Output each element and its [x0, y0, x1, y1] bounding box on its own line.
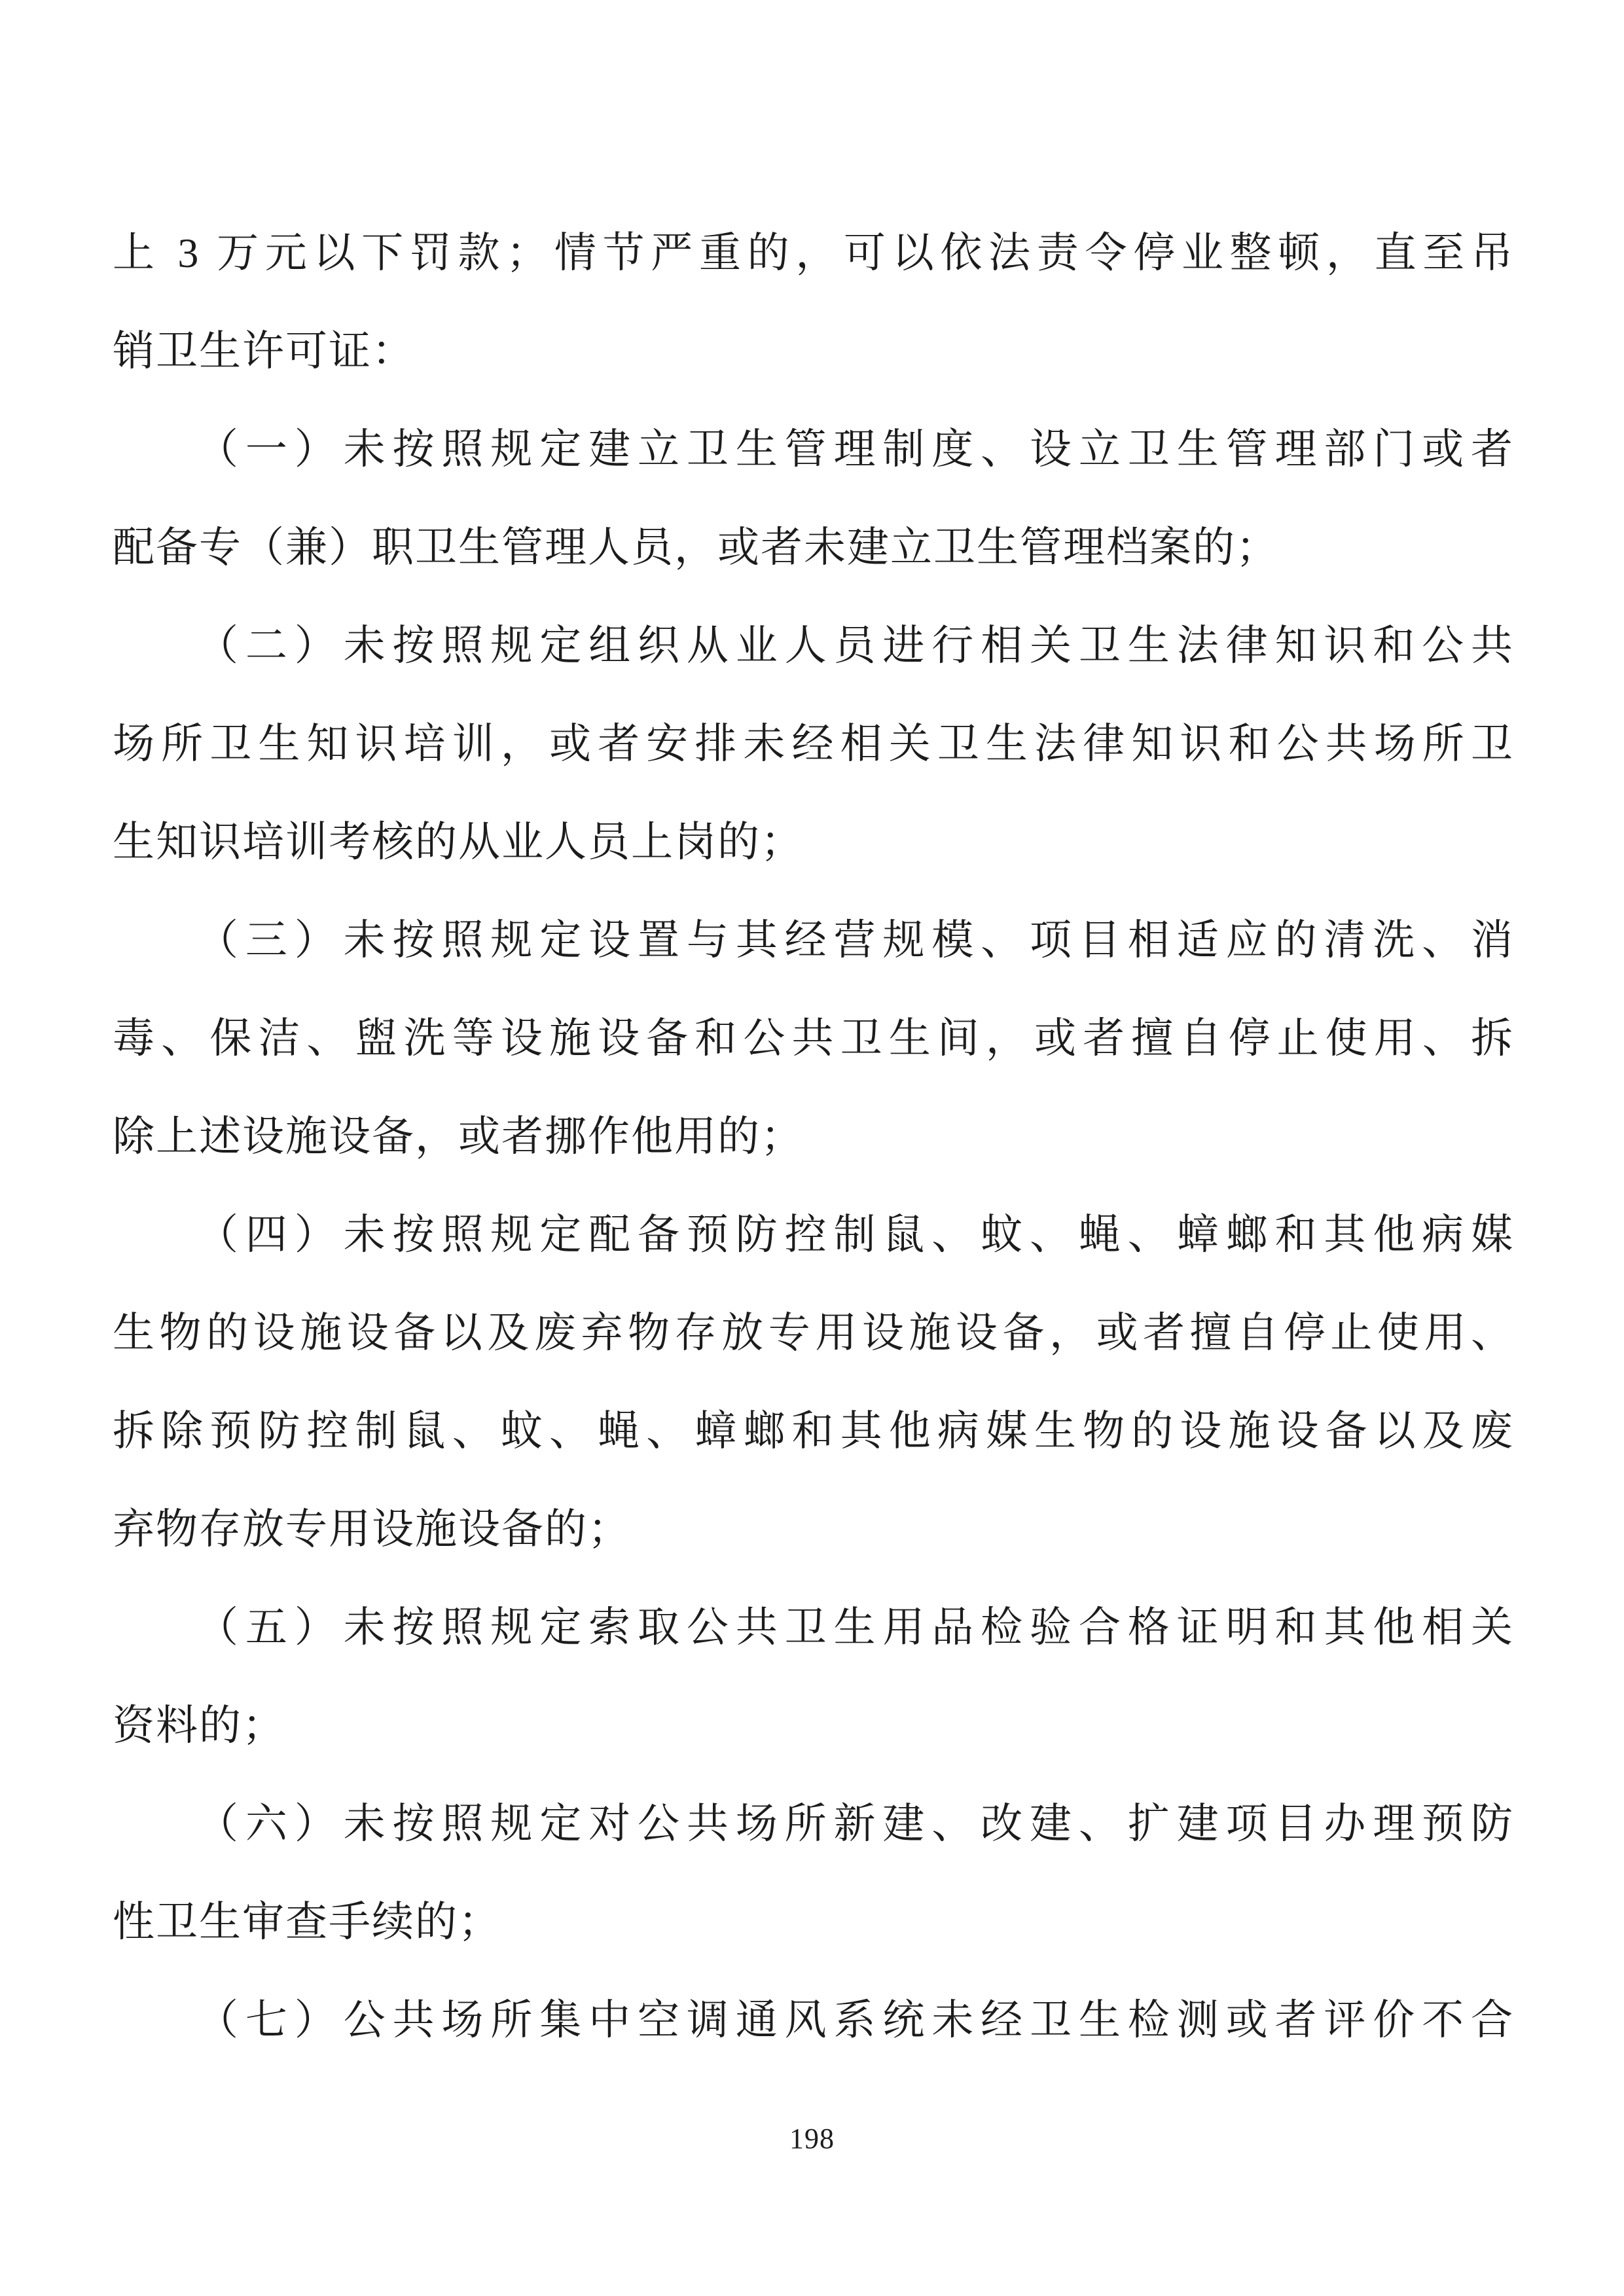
- text-line: 弃物存放专用设施设备的；: [113, 1506, 631, 1552]
- text-line: 性卫生审查手续的；: [113, 1899, 501, 1945]
- page-number: 198: [789, 2123, 835, 2155]
- text-line: 拆除预防控制鼠、蚊、蝇、蟑螂和其他病媒生物的设施设备以及废: [113, 1408, 1514, 1454]
- text-line: 场所卫生知识培训，或者安排未经相关卫生法律知识和公共场所卫: [113, 721, 1514, 767]
- text-line: 上 3 万元以下罚款；情节严重的，可以依法责令停业整顿，直至吊: [113, 230, 1514, 276]
- text-line: （三）未按照规定设置与其经营规模、项目相适应的清洗、消: [196, 917, 1514, 963]
- text-line: （一）未按照规定建立卫生管理制度、设立卫生管理部门或者: [196, 426, 1514, 473]
- text-line: 配备专（兼）职卫生管理人员，或者未建立卫生管理档案的；: [113, 524, 1279, 571]
- text-line: （六）未按照规定对公共场所新建、改建、扩建项目办理预防: [196, 1801, 1514, 1847]
- text-line: （二）未按照规定组织从业人员进行相关卫生法律知识和公共: [196, 622, 1514, 669]
- page-footer: [0, 2119, 1624, 2159]
- text-line: （四）未按照规定配备预防控制鼠、蚊、蝇、蟑螂和其他病媒: [196, 1211, 1514, 1258]
- text-line: （七）公共场所集中空调通风系统未经卫生检测或者评价不合: [196, 1997, 1514, 2043]
- text-line: 生知识培训考核的从业人员上岗的；: [113, 819, 804, 865]
- text-line: 资料的；: [113, 1702, 285, 1749]
- text-line: （五）未按照规定索取公共卫生用品检验合格证明和其他相关: [196, 1604, 1514, 1651]
- text-line: 毒、保洁、盥洗等设施设备和公共卫生间，或者擅自停止使用、拆: [113, 1015, 1514, 1062]
- text-line: 销卫生许可证：: [113, 328, 415, 374]
- text-line: 生物的设施设备以及废弃物存放专用设施设备，或者擅自停止使用、: [113, 1310, 1514, 1356]
- body-text: [113, 204, 1514, 2070]
- text-line: 除上述设施设备，或者挪作他用的；: [113, 1113, 804, 1160]
